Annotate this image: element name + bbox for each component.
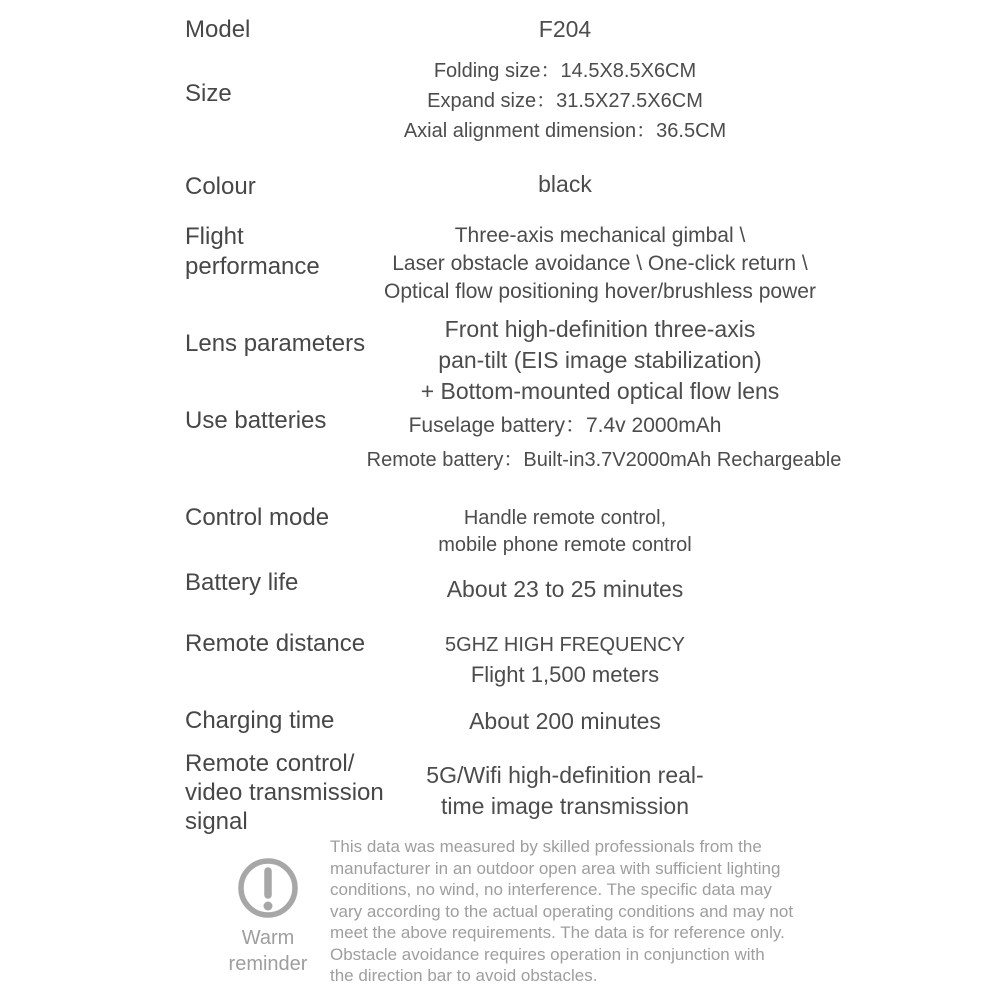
control-line-1: Handle remote control,	[463, 507, 667, 529]
spec-label-size: Size	[185, 80, 232, 107]
spec-label-colour: Colour	[185, 173, 256, 200]
spec-value-lens-parameters	[332, 314, 868, 407]
spec-label-control-mode: Control mode	[185, 504, 330, 531]
exclamation-circle-icon	[236, 856, 300, 920]
control-line-2: mobile phone remote control	[438, 534, 692, 556]
reminder-line: vary according to the actual operating conditions and may not	[330, 901, 794, 921]
spec-value-model: F204	[538, 16, 592, 42]
warm-reminder-text	[330, 836, 850, 987]
spec-label-lens-parameters: Lens parameters	[185, 330, 366, 357]
reminder-line: the direction bar to avoid obstacles.	[330, 966, 598, 985]
flight-line-2: Laser obstacle avoidance \ One-click return \	[392, 252, 808, 275]
spec-label-charging-time: Charging time	[185, 707, 335, 734]
spec-value-remote-distance	[300, 630, 830, 690]
spec-value-control-mode	[300, 505, 830, 559]
spec-label-transmission-signal: Remote control/ video transmission signal	[185, 750, 384, 835]
spec-label-model: Model	[185, 16, 251, 43]
spec-label-remote-distance: Remote distance	[185, 630, 366, 657]
reminder-line: conditions, no wind, no interference. The specific data may	[330, 880, 772, 899]
warm-reminder-label: Warm reminder	[228, 927, 308, 975]
reminder-line: manufacturer in an outdoor open area with sufficient lighting	[330, 858, 781, 878]
signal-line-2: time image transmission	[441, 793, 689, 819]
size-folding-line: Folding size：14.5X8.5X6CM	[433, 60, 697, 82]
signal-line-1: 5G/Wifi high-definition real-	[426, 762, 704, 788]
spec-label-battery-life: Battery life	[185, 569, 299, 596]
spec-label-flight-performance: Flight performance	[185, 223, 320, 280]
size-expand-line: Expand size：31.5X27.5X6CM	[427, 90, 703, 112]
spec-label-use-batteries: Use batteries	[185, 407, 327, 434]
spec-value-fuselage-battery: Fuselage battery：7.4v 2000mAh	[408, 414, 722, 437]
flight-line-3: Optical flow positioning hover/brushless power	[384, 280, 816, 303]
spec-value-charging-time: About 200 minutes	[469, 708, 661, 734]
spec-value-colour: black	[538, 171, 592, 197]
flight-line-1: Three-axis mechanical gimbal \	[454, 224, 746, 247]
lens-line-1: Front high-definition three-axis	[444, 316, 756, 342]
spec-value-battery-life: About 23 to 25 minutes	[446, 576, 684, 602]
lens-line-2: pan-tilt (EIS image stabilization)	[438, 347, 762, 373]
spec-value-remote-battery: Remote battery：Built-in3.7V2000mAh Rechargeable	[366, 449, 842, 471]
remote-distance-line-2: Flight 1,500 meters	[470, 662, 660, 687]
spec-value-transmission-signal	[300, 760, 830, 822]
lens-line-3: + Bottom-mounted optical flow lens	[420, 378, 780, 404]
reminder-line: This data was measured by skilled professionals from the	[330, 837, 762, 856]
remote-distance-line-1: 5GHZ HIGH FREQUENCY	[444, 634, 686, 656]
spec-value-flight-performance	[332, 222, 868, 306]
size-axial-line: Axial alignment dimension：36.5CM	[403, 120, 727, 142]
reminder-line: meet the above requirements. The data is for reference only.	[330, 923, 785, 942]
spec-value-size	[295, 56, 835, 146]
reminder-line: Obstacle avoidance requires operation in conjunction with	[330, 944, 765, 964]
